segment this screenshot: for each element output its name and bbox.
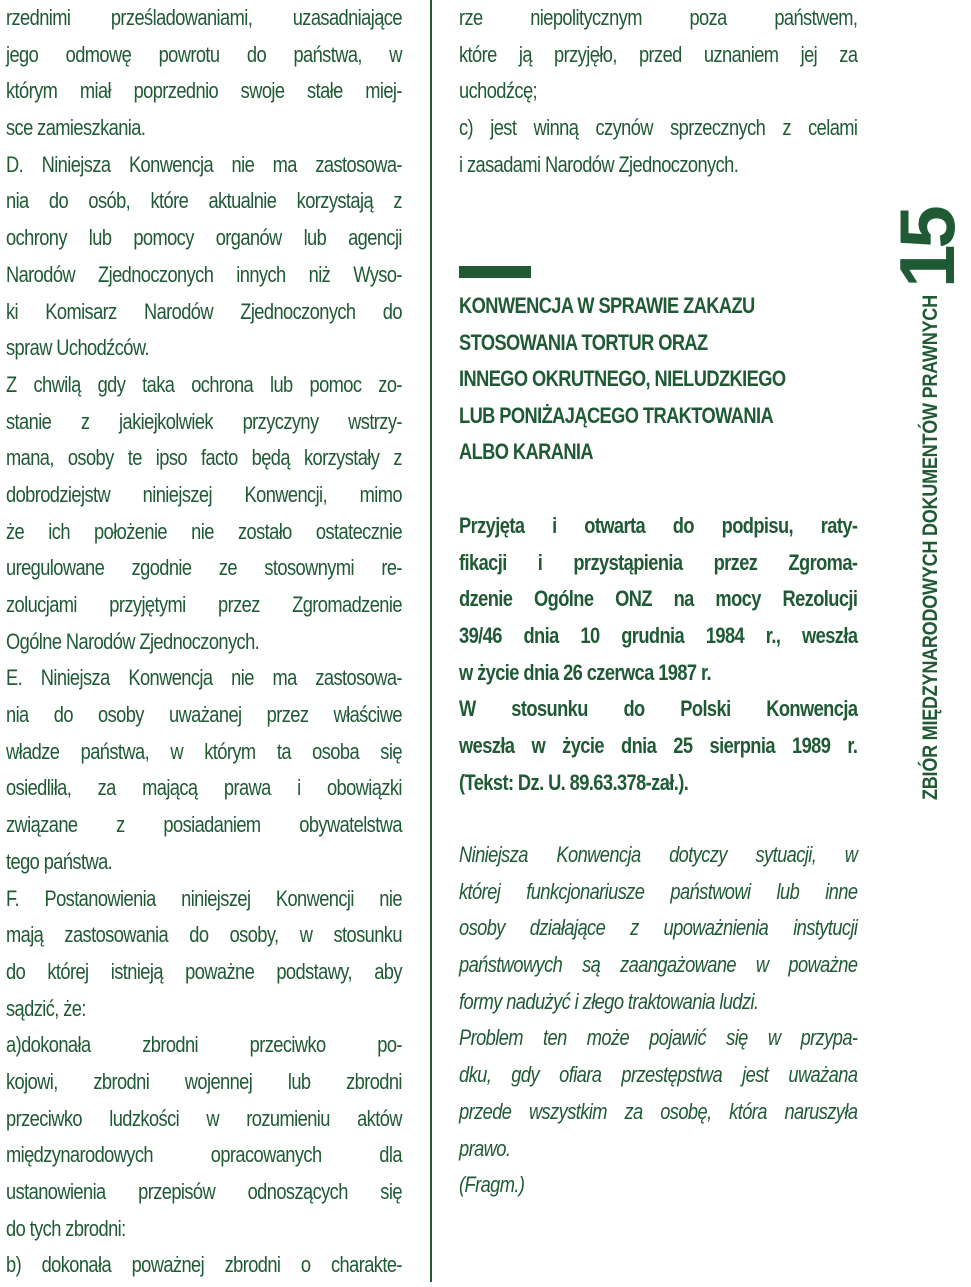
text-line: kojowi, zbrodni wojennej lub zbrodni bbox=[6, 1068, 402, 1094]
text-line: uregulowane zgodnie ze stosownymi re- bbox=[6, 555, 402, 581]
text-line: do której istnieją poważne podstawy, aby bbox=[6, 958, 402, 984]
text-line: do tych zbrodni: bbox=[6, 1215, 126, 1241]
text-line: przede wszystkim za osobę, która naruszyła bbox=[459, 1098, 858, 1124]
text-line: rzednimi prześladowaniami, uzasadniające bbox=[6, 5, 402, 30]
text-line: formy nadużyć i złego traktowania ludzi. bbox=[459, 988, 759, 1014]
text-line: ustanowienia przepisów odnoszących się bbox=[6, 1179, 402, 1204]
text-line: sądzić, że: bbox=[6, 995, 86, 1021]
text-line: fikacji i przystąpienia przez Zgroma- bbox=[459, 549, 858, 575]
text-line: prawo. bbox=[459, 1135, 511, 1161]
text-line: a)dokonała zbrodni przeciwko po- bbox=[6, 1032, 402, 1058]
text-line: Ogólne Narodów Zjednoczonych. bbox=[6, 628, 260, 654]
text-line: weszła w życie dnia 25 sierpnia 1989 r. bbox=[459, 733, 858, 759]
text-line: ki Komisarz Narodów Zjednoczonych do bbox=[6, 298, 402, 324]
text-line: której funkcjonariusze państwowi lub inne bbox=[459, 878, 858, 904]
heading-line: LUB PONIŻAJĄCEGO TRAKTOWANIA bbox=[459, 402, 774, 428]
text-line: (Fragm.) bbox=[459, 1172, 525, 1198]
text-line: w życie dnia 26 czerwca 1987 r. bbox=[459, 659, 712, 685]
text-line: przeciwko ludzkości w rozumieniu aktów bbox=[6, 1105, 402, 1131]
text-line: mają zastosowania do osoby, w stosunku bbox=[6, 922, 402, 948]
text-line: D. Niniejsza Konwencja nie ma zastosowa- bbox=[6, 151, 402, 177]
text-line: dobrodziejstw niniejszej Konwencji, mimo bbox=[6, 481, 402, 507]
text-line: i zasadami Narodów Zjednoczonych. bbox=[459, 151, 739, 177]
text-line: Z chwilą gdy taka ochrona lub pomoc zo- bbox=[6, 371, 402, 397]
text-line: osiedliła, za mającą prawa i obowiązki bbox=[6, 775, 402, 801]
text-line: 39/46 dnia 10 grudnia 1984 r., weszła bbox=[459, 623, 858, 649]
page-number: 15 bbox=[883, 209, 971, 288]
text-line: dzenie Ogólne ONZ na mocy Rezolucji bbox=[459, 586, 858, 612]
text-line: spraw Uchodźców. bbox=[6, 335, 149, 361]
heading-line: INNEGO OKRUTNEGO, NIELUDZKIEGO bbox=[459, 366, 786, 391]
right-column-top bbox=[459, 0, 857, 183]
text-line: nia do osoby uważanej przez właściwe bbox=[6, 702, 402, 728]
text-line: które ją przyjęło, przed uznaniem jej za bbox=[459, 41, 858, 67]
text-line: E. Niniejsza Konwencja nie ma zastosowa- bbox=[6, 665, 402, 691]
text-line: związane z posiadaniem obywatelstwa bbox=[6, 812, 402, 838]
left-column bbox=[6, 0, 402, 1284]
text-line: nia do osób, które aktualnie korzystają z bbox=[6, 188, 402, 214]
text-line: (Tekst: Dz. U. 89.63.378-zał.). bbox=[459, 769, 689, 795]
text-line: Narodów Zjednoczonych innych niż Wyso- bbox=[6, 261, 402, 287]
text-line: rze niepolitycznym poza państwem, bbox=[459, 5, 858, 30]
text-line: sce zamieszkania. bbox=[6, 115, 146, 141]
text-line: c) jest winną czynów sprzecznych z celami bbox=[459, 115, 858, 141]
text-line: F. Postanowienia niniejszej Konwencji nie bbox=[6, 885, 402, 911]
text-line: stanie z jakiejkolwiek przyczyny wstrzy- bbox=[6, 408, 402, 434]
text-line: osoby działające z upoważnienia instytucji bbox=[459, 915, 858, 941]
column-divider bbox=[430, 0, 432, 1282]
text-line: którym miał poprzednio swoje stałe miej- bbox=[6, 78, 402, 104]
adoption-info bbox=[459, 508, 857, 802]
text-line: jego odmowę powrotu do państwa, w bbox=[6, 41, 402, 67]
heading-accent-bar bbox=[459, 266, 531, 278]
text-line: władze państwa, w którym ta osoba się bbox=[6, 738, 402, 764]
heading-line: ALBO KARANIA bbox=[459, 439, 594, 464]
text-line: uchodźcę; bbox=[459, 78, 538, 104]
text-line: państwowych są zaangażowane w poważne bbox=[459, 952, 858, 978]
heading-line: KONWENCJA W SPRAWIE ZAKAZU bbox=[459, 293, 755, 318]
heading-line: STOSOWANIA TORTUR ORAZ bbox=[459, 329, 708, 355]
convention-heading bbox=[459, 288, 857, 471]
text-line: Przyjęta i otwarta do podpisu, raty- bbox=[459, 513, 858, 538]
text-line: mana, osoby te ipso facto będą korzystały z bbox=[6, 445, 402, 471]
text-line: dku, gdy ofiara przestępstwa jest uważana bbox=[459, 1062, 858, 1088]
text-line: W stosunku do Polski Konwencja bbox=[459, 696, 858, 722]
text-line: Problem ten może pojawić się w przypa- bbox=[459, 1025, 858, 1051]
text-line: tego państwa. bbox=[6, 848, 113, 874]
text-line: b) dokonała poważnej zbrodni o charakte- bbox=[6, 1252, 402, 1278]
text-line: że ich położenie nie zostało ostatecznie bbox=[6, 518, 402, 544]
text-line: zolucjami przyjętymi przez Zgromadzenie bbox=[6, 592, 402, 617]
convention-summary bbox=[459, 837, 857, 1204]
text-line: Niniejsza Konwencja dotyczy sytuacji, w bbox=[459, 842, 858, 867]
collection-title: ZBIÓR MIĘDZYNARODOWYCH DOKUMENTÓW PRAWNYCH bbox=[919, 295, 942, 800]
text-line: ochrony lub pomocy organów lub agencji bbox=[6, 225, 402, 251]
text-line: międzynarodowych opracowanych dla bbox=[6, 1142, 402, 1168]
